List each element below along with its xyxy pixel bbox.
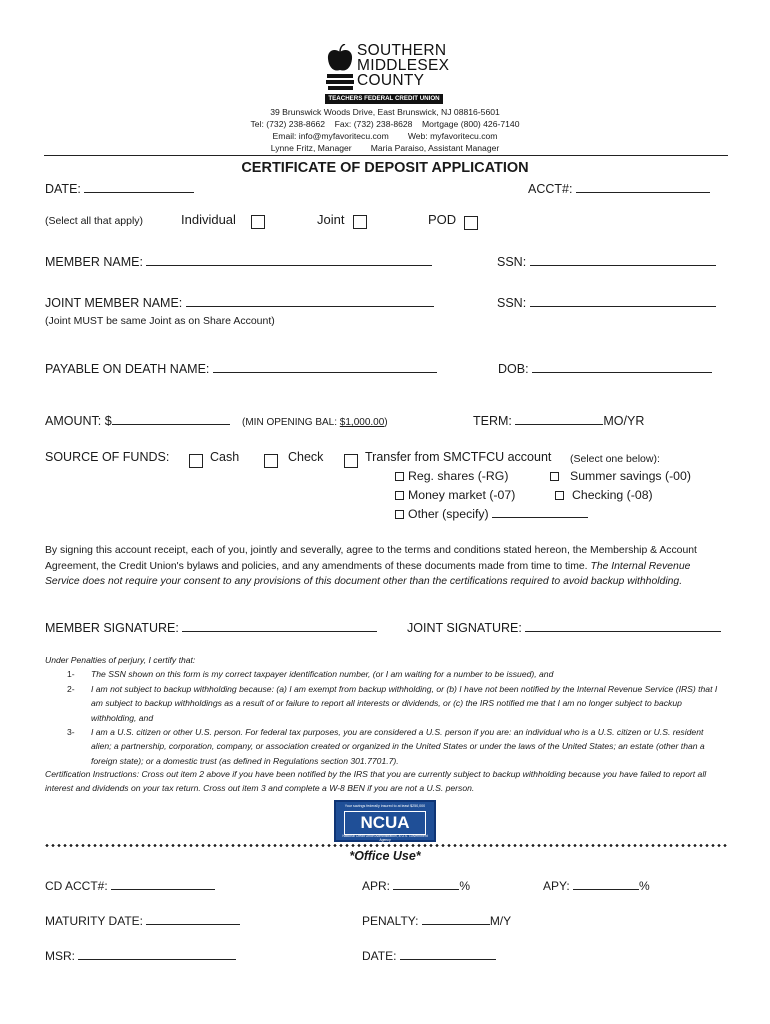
dob-label: DOB:: [498, 362, 529, 376]
money-market-label: Money market (-07): [408, 488, 516, 502]
individual-checkbox[interactable]: [251, 215, 265, 229]
office-use-divider: [44, 844, 728, 847]
other-label: Other (specify): [408, 507, 489, 521]
pod-name-label: PAYABLE ON DEATH NAME:: [45, 362, 210, 376]
min-balance-value: $1,000.00: [339, 417, 385, 428]
reg-shares-label: Reg. shares (-RG): [408, 469, 509, 483]
date-label: DATE:: [45, 182, 81, 196]
pod-name-field[interactable]: [45, 362, 437, 376]
member-name-blank[interactable]: [146, 264, 432, 266]
member-ssn-field[interactable]: [497, 255, 716, 269]
maturity-date-field[interactable]: [45, 914, 240, 928]
logo-line-3: COUNTY: [357, 72, 425, 89]
joint-signature-blank[interactable]: [525, 630, 721, 632]
joint-member-blank[interactable]: [186, 305, 434, 307]
other-checkbox[interactable]: [395, 510, 404, 519]
ncua-bottom-text: National Credit Union Administration, a U.S. Government Agency: [342, 834, 428, 842]
joint-checkbox[interactable]: [353, 215, 367, 229]
apple-book-icon: [325, 44, 355, 92]
msr-blank[interactable]: [78, 958, 236, 960]
source-label: SOURCE OF FUNDS:: [45, 450, 170, 464]
date-blank[interactable]: [84, 191, 194, 193]
member-name-label: MEMBER NAME:: [45, 255, 143, 269]
term-field[interactable]: [473, 414, 644, 428]
msr-field[interactable]: [45, 949, 236, 963]
acct-blank[interactable]: [576, 191, 710, 193]
penalty-field[interactable]: [362, 914, 511, 928]
ncua-top-text: Your savings federally insured to at least $250,000: [344, 804, 426, 808]
penalty-item-num: 1-: [67, 669, 75, 679]
ssn-label: SSN:: [497, 296, 527, 310]
apy-blank[interactable]: [573, 888, 639, 890]
summer-savings-checkbox[interactable]: [550, 472, 559, 481]
select-all-note: (Select all that apply): [45, 215, 144, 227]
joint-note: (Joint MUST be same Joint as on Share Account): [45, 315, 275, 327]
penalties-intro: Under Penalties of perjury, I certify that:: [45, 655, 196, 665]
acct-field[interactable]: [528, 182, 710, 196]
header-rule: [44, 155, 728, 156]
penalty-label: PENALTY:: [362, 914, 419, 928]
amount-field[interactable]: [45, 414, 230, 428]
certification-instructions: Certification Instructions: Cross out item 2 above if you have been notified by the IRS that you are currently subject to backup withholding because you have failed to report all interest and dividends on your tax return. Cross out item 3 and complete a W-8 BEN if you are not a U.S. person.: [45, 769, 707, 794]
pod-checkbox[interactable]: [464, 216, 478, 230]
money-market-checkbox[interactable]: [395, 491, 404, 500]
transfer-checkbox[interactable]: [344, 454, 358, 468]
cash-label: Cash: [210, 450, 240, 464]
joint-member-field[interactable]: [45, 296, 434, 310]
logo-line-2: MIDDLESEX: [357, 57, 450, 74]
joint-signature-label: JOINT SIGNATURE:: [407, 621, 522, 635]
term-label: TERM:: [473, 414, 512, 428]
transfer-label: Transfer from SMCTFCU account: [365, 450, 552, 464]
apy-percent: %: [639, 879, 650, 893]
penalty-item-text: I am not subject to backup withholding because: (a) I am exempt from backup withholding, or (b) I have not been notified by the Internal Revenue Service (IRS) that I am subject to backup withholdings as a result of or failure to report all interests or dividends, or (c) the IRS notified me that I am no longer subject to backup withholding, and: [91, 684, 718, 723]
cash-checkbox[interactable]: [189, 454, 203, 468]
penalty-unit: M/Y: [489, 914, 512, 928]
member-signature-blank[interactable]: [182, 630, 377, 632]
logo-banner: TEACHERS FEDERAL CREDIT UNION: [325, 94, 443, 104]
penalty-item-num: 2-: [67, 684, 75, 694]
other-field[interactable]: [408, 507, 588, 521]
pod-name-blank[interactable]: [213, 371, 437, 373]
msr-label: MSR:: [45, 949, 75, 963]
reg-shares-checkbox[interactable]: [395, 472, 404, 481]
joint-label: Joint: [317, 212, 345, 227]
maturity-date-label: MATURITY DATE:: [45, 914, 144, 928]
amount-label: AMOUNT: $: [45, 414, 112, 428]
member-ssn-blank[interactable]: [530, 264, 716, 266]
cd-acct-label: CD ACCT#:: [45, 879, 108, 893]
phone-line: Tel: (732) 238-8662 Fax: (732) 238-8628 Mortgage (800) 426-7140: [250, 119, 520, 129]
select-one-note: (Select one below):: [570, 453, 660, 465]
apr-percent: %: [459, 879, 471, 893]
managers-line: Lynne Fritz, Manager Maria Paraiso, Assistant Manager: [270, 143, 500, 153]
ncua-badge: [334, 800, 436, 842]
date-field[interactable]: [45, 182, 194, 196]
summer-savings-label: Summer savings (-00): [570, 469, 691, 483]
cd-acct-blank[interactable]: [111, 888, 215, 890]
penalty-item-text: I am a U.S. citizen or other U.S. person. For federal tax purposes, you are considered a U.S. person if you are: an individual who is a U.S. citizen or U.S. resident alien; a partnership, corporation, company, or association created or organized in the United States or under the laws of the United States; an estate (other than a foreign state); or a domestic trust (as defined in Regulations section 301.7701.7).: [91, 727, 705, 766]
dob-blank[interactable]: [532, 371, 712, 373]
cd-acct-field[interactable]: [45, 879, 215, 893]
joint-ssn-field[interactable]: [497, 296, 716, 310]
maturity-date-blank[interactable]: [146, 923, 240, 925]
apy-field[interactable]: [543, 879, 650, 893]
term-blank[interactable]: [515, 423, 603, 425]
apy-label: APY:: [543, 879, 570, 893]
member-name-field[interactable]: [45, 255, 432, 269]
dob-field[interactable]: [498, 362, 712, 376]
individual-label: Individual: [181, 212, 236, 227]
penalty-item-num: 3-: [67, 727, 75, 737]
email-web-line: Email: info@myfavoritecu.com Web: myfavoritecu.com: [272, 131, 498, 141]
ncua-label: NCUA: [344, 811, 426, 835]
member-signature-field[interactable]: [45, 621, 377, 635]
term-unit: MO/YR: [603, 414, 645, 428]
apr-blank[interactable]: [393, 888, 459, 890]
other-blank[interactable]: [492, 516, 588, 518]
ssn-label: SSN:: [497, 255, 527, 269]
office-use-heading: *Office Use*: [349, 849, 421, 863]
member-signature-label: MEMBER SIGNATURE:: [45, 621, 179, 635]
office-date-label: DATE:: [362, 949, 397, 963]
joint-signature-field[interactable]: [407, 621, 721, 635]
agreement-text: [45, 543, 725, 590]
agreement-italic: The Internal Revenue Service does not require your consent to any provisions of this document other than the certifications required to avoid backup withholding.: [45, 560, 691, 587]
office-date-blank[interactable]: [400, 958, 496, 960]
checking-label: Checking (-08): [572, 488, 653, 502]
apr-label: APR:: [362, 879, 391, 893]
apr-field[interactable]: [362, 879, 470, 893]
page-title: CERTIFICATE OF DEPOSIT APPLICATION: [241, 160, 529, 176]
check-label: Check: [288, 450, 324, 464]
acct-label: ACCT#:: [528, 182, 573, 196]
penalty-blank[interactable]: [422, 923, 490, 925]
agreement-normal: By signing this account receipt, each of you, jointly and severally, agree to the terms and conditions stated hereon, the Membership & Account Agreement, the Credit Union's bylaws and policies, and any amendments of these documents made from time to time.: [45, 545, 697, 572]
joint-ssn-blank[interactable]: [530, 305, 716, 307]
address-line: 39 Brunswick Woods Drive, East Brunswick, NJ 08816-5601: [270, 107, 500, 117]
min-balance-note: (MIN OPENING BAL: $1,000.00): [242, 417, 388, 428]
joint-member-label: JOINT MEMBER NAME:: [45, 296, 183, 310]
logo-line-1: SOUTHERN: [357, 42, 447, 59]
penalty-item-text: The SSN shown on this form is my correct taxpayer identification number, (or I am waiting for a number to be issued), and: [91, 669, 554, 679]
pod-label: POD: [428, 212, 457, 227]
checking-checkbox[interactable]: [555, 491, 564, 500]
amount-blank[interactable]: [112, 423, 230, 425]
check-checkbox[interactable]: [264, 454, 278, 468]
office-date-field[interactable]: [362, 949, 496, 963]
